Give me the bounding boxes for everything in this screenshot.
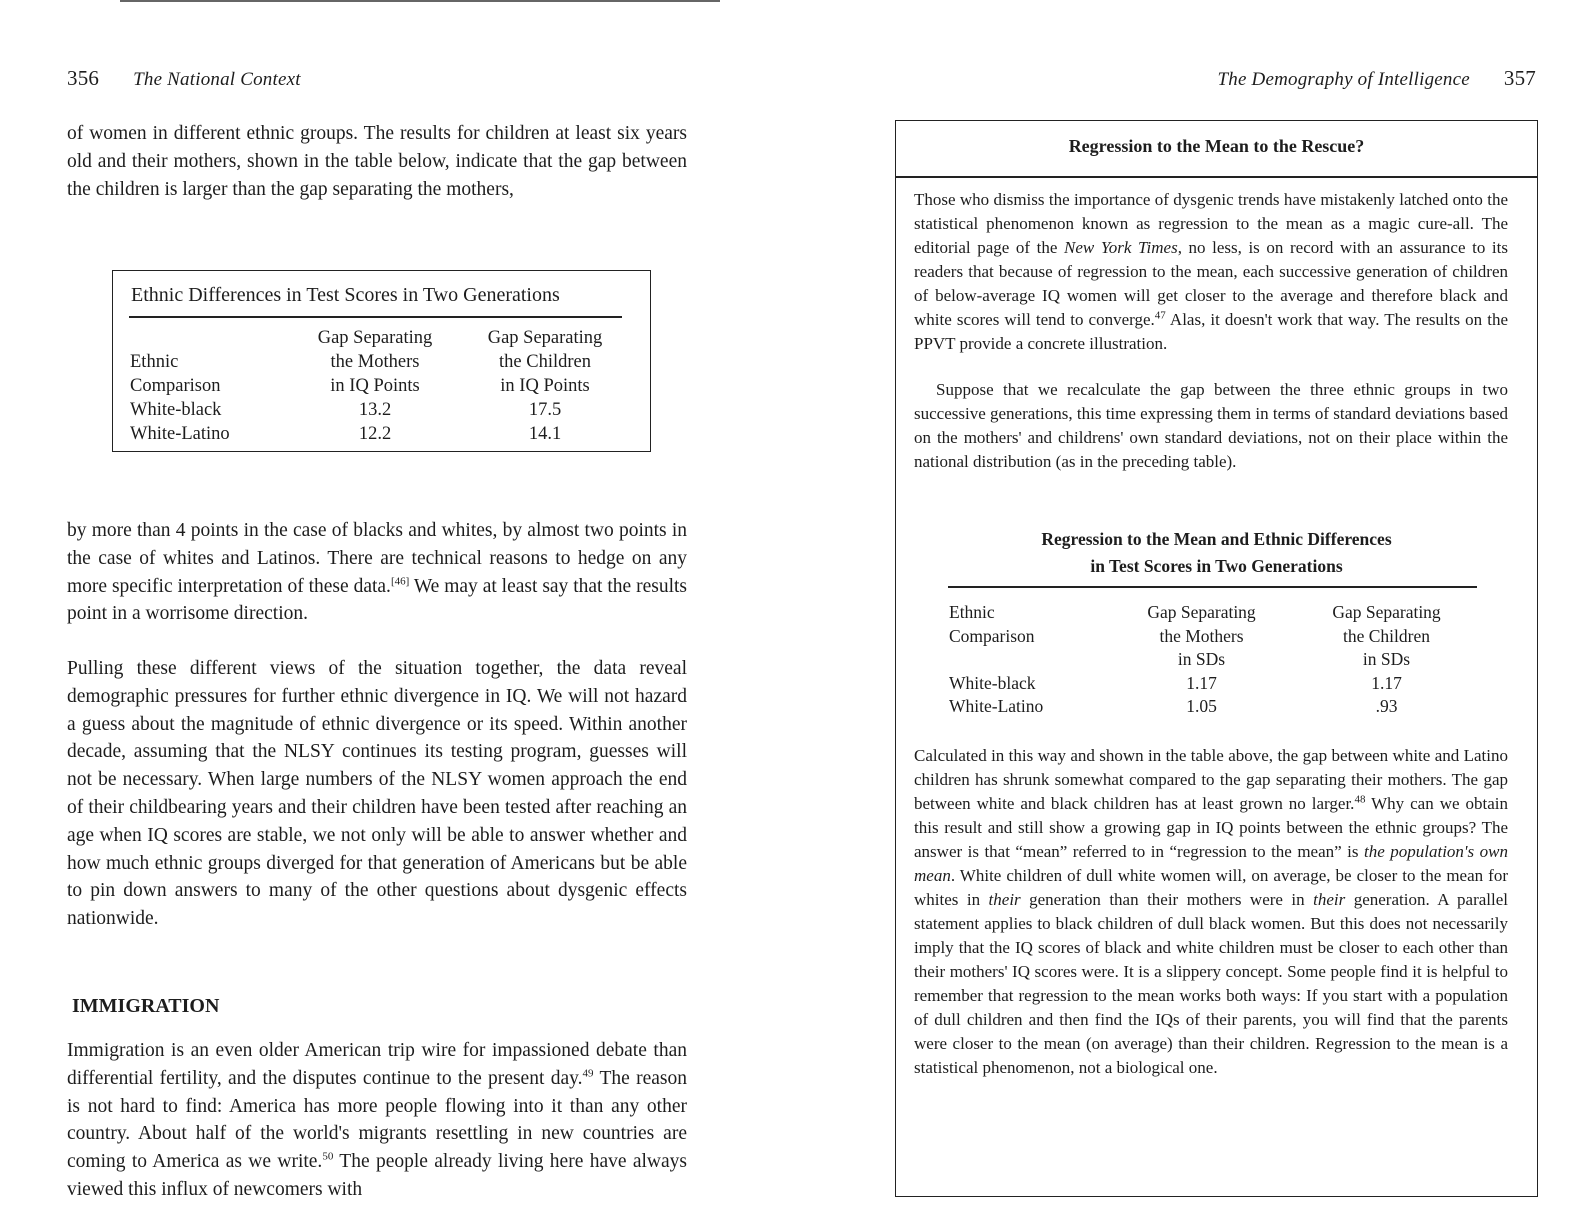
paragraph-text: Alas, it doesn't work that way. The results on the PPVT provide a concrete illustration. xyxy=(914,310,1508,353)
table-cell: 1.05 xyxy=(1186,696,1217,716)
table-header-cell: Gap Separating xyxy=(317,328,433,348)
left-paragraph-3: Pulling these different views of the situation together, the data reveal demographic pressures for further ethnic divergence in IQ. We will not hazard a guess about the magnitude of ethnic divergence or its speed. Within another decade, assuming that the NLSY continues its testing program, guesses will not be necessary. When large numbers of the NLSY women approach the end of their childbearing years and their children have been tested after reaching an age when IQ scores are stable, we not only will be able to answer whether and how much ethnic groups diverged for that generation of Americans but be able to pin down answers to many of the other questions about dysgenic effects nationwide. xyxy=(67,658,687,930)
table-cell: 14.1 xyxy=(528,424,562,444)
regression-table-title xyxy=(896,526,1537,580)
table-header-cell: Gap Separating xyxy=(1332,602,1441,622)
paragraph-text: Immigration is an even older American trip wire for impassioned debate than differential fertility, and the disputes continue to the present day. xyxy=(67,1040,687,1089)
footnote-marker: 48 xyxy=(1354,793,1366,806)
right-running-head xyxy=(1217,66,1536,91)
table-header-row xyxy=(949,601,1479,625)
table-header-row xyxy=(949,648,1479,672)
right-running-title: The Demography of Intelligence xyxy=(1217,69,1470,90)
paragraph-text: generation. A parallel statement applies to black children of dull black women. But this does not necessarily imply that the IQ scores of black and white children must be closer to each other than their mothers' IQ scores were. It is a slippery concept. Some people find it is helpful to remember that regression to the mean works both ways: If you start with a population of dull children and then find the IQs of their parents, you will find that the parents were closer to the mean (on average) than their children. Regression to the mean is a statistical phenomenon, not a biological one. xyxy=(914,890,1508,1077)
italic-text: New York Times xyxy=(1064,238,1178,257)
box-paragraph-2: Suppose that we recalculate the gap between the three ethnic groups in two successive generations, this time expressing them in terms of standard deviations based on the mothers' and childrens' own standard deviations, not on their place within the national distribution (as in the preceding table). xyxy=(914,380,1508,471)
left-running-title: The National Context xyxy=(133,69,301,90)
box-paragraph-1 xyxy=(914,188,1508,356)
table-cell: 17.5 xyxy=(528,400,562,420)
table-header-row xyxy=(130,350,630,374)
table-rule xyxy=(129,316,622,318)
left-paragraph-2 xyxy=(67,517,687,628)
italic-text: their xyxy=(1313,890,1346,909)
regression-table xyxy=(949,601,1479,719)
table-header-cell xyxy=(130,326,290,350)
left-paragraph-4 xyxy=(67,1037,687,1204)
paragraph-text: , no less, is on record with an assurance to its readers that because of regression to the mean, each successive generation of children of below-average IQ women will get closer to the average and therefore black and white scores will tend to converge. xyxy=(914,238,1508,329)
table-header-cell xyxy=(949,648,1109,672)
table-grid xyxy=(130,326,630,446)
table-title-line: Regression to the Mean and Ethnic Differences xyxy=(1041,529,1392,549)
paragraph-text: Why can we obtain this result and still show a growing gap in IQ points between the ethnic groups? The answer is that “mean” referred to in “regression to the mean” is xyxy=(914,794,1509,861)
table-cell: .93 xyxy=(1375,696,1398,716)
sidebar-box xyxy=(895,120,1538,1197)
table-header-row xyxy=(130,374,630,398)
table-title-line: in Test Scores in Two Generations xyxy=(1090,556,1343,576)
table-header-cell: Comparison xyxy=(949,625,1035,646)
table-rule xyxy=(948,586,1477,588)
paragraph-text: We may at least say that the results point in a worrisome direction. xyxy=(67,575,688,625)
paragraph-text: Calculated in this way and shown in the table above, the gap between white and Latino children has shrunk somewhat compared to the gap separating their mothers. The gap between white and black children has at least grown no larger. xyxy=(914,746,1508,813)
left-paragraph-1: of women in different ethnic groups. The results for children at least six years old and their mothers, shown in the table below, indicate that the gap between the children is larger than the gap separating the mothers, xyxy=(67,123,687,200)
table-header-cell: the Mothers xyxy=(330,352,420,372)
left-page-number: 356 xyxy=(67,66,100,90)
footnote-marker: 50 xyxy=(322,1150,334,1163)
footnote-marker: 47 xyxy=(1154,309,1166,322)
table-row xyxy=(949,672,1479,696)
table-row xyxy=(949,695,1479,719)
footnote-marker: [46] xyxy=(390,575,410,588)
top-scan-line xyxy=(120,0,720,2)
table-header-cell: Gap Separating xyxy=(487,328,603,348)
table-cell: 1.17 xyxy=(1371,672,1402,693)
table-header-cell: in IQ Points xyxy=(330,376,420,396)
table-cell: White-Latino xyxy=(130,424,230,444)
ethnic-differences-table xyxy=(112,270,651,452)
table-header-cell: the Children xyxy=(1343,625,1430,646)
table-header-cell: the Mothers xyxy=(1159,625,1244,646)
table-header-cell: Ethnic xyxy=(130,352,179,372)
table-header-cell: Ethnic xyxy=(949,602,995,622)
table-cell: 12.2 xyxy=(358,424,392,444)
table-header-cell: in SDs xyxy=(1362,649,1411,669)
left-running-head xyxy=(67,66,301,91)
table-cell: White-black xyxy=(949,672,1036,693)
table-row xyxy=(130,422,630,446)
box-paragraph-3 xyxy=(914,744,1508,1080)
table-header-cell: Comparison xyxy=(130,376,221,396)
paragraph-text: The people already living here have always viewed this influx of newcomers with xyxy=(67,1151,687,1200)
italic-text: their xyxy=(988,890,1021,909)
table-row xyxy=(130,398,630,422)
table-header-cell: in SDs xyxy=(1177,649,1226,669)
paragraph-text: Those who dismiss the importance of dysgenic trends have mistakenly latched onto the statistical phenomenon known as regression to the mean as a magic cure-all. The editorial page of the xyxy=(914,190,1508,257)
table-header-row xyxy=(130,326,630,350)
section-heading: IMMIGRATION xyxy=(72,995,220,1017)
table-header-cell: the Children xyxy=(499,352,591,372)
box-rule xyxy=(896,176,1537,178)
table-cell: White-Latino xyxy=(949,696,1044,716)
italic-text: the population's own mean xyxy=(914,842,1508,885)
table-title: Ethnic Differences in Test Scores in Two Generations xyxy=(131,284,560,306)
footnote-marker: 49 xyxy=(582,1067,594,1080)
paragraph-text: by more than 4 points in the case of blacks and whites, by almost two points in the case of whites and Latinos. There are technical reasons to hedge on any more specific interpretation of these data. xyxy=(67,520,687,597)
table-header-cell: in IQ Points xyxy=(500,376,590,396)
table-cell: 1.17 xyxy=(1186,672,1217,693)
paragraph-text: generation than their mothers were in xyxy=(1020,890,1314,909)
table-cell: White-black xyxy=(130,400,222,420)
paragraph-text: . White children of dull white women will, on average, be closer to the mean for whites in xyxy=(914,866,1508,909)
paragraph-text: The reason is not hard to find: America has more people flowing into it than any other country. About half of the world's migrants resettling in new countries are coming to America as we write. xyxy=(67,1067,687,1173)
right-page-number: 357 xyxy=(1503,66,1536,90)
table-cell: 13.2 xyxy=(358,400,392,420)
table-header-cell: Gap Separating xyxy=(1147,602,1256,622)
box-title: Regression to the Mean to the Rescue? xyxy=(1068,136,1365,156)
table-header-row xyxy=(949,625,1479,649)
